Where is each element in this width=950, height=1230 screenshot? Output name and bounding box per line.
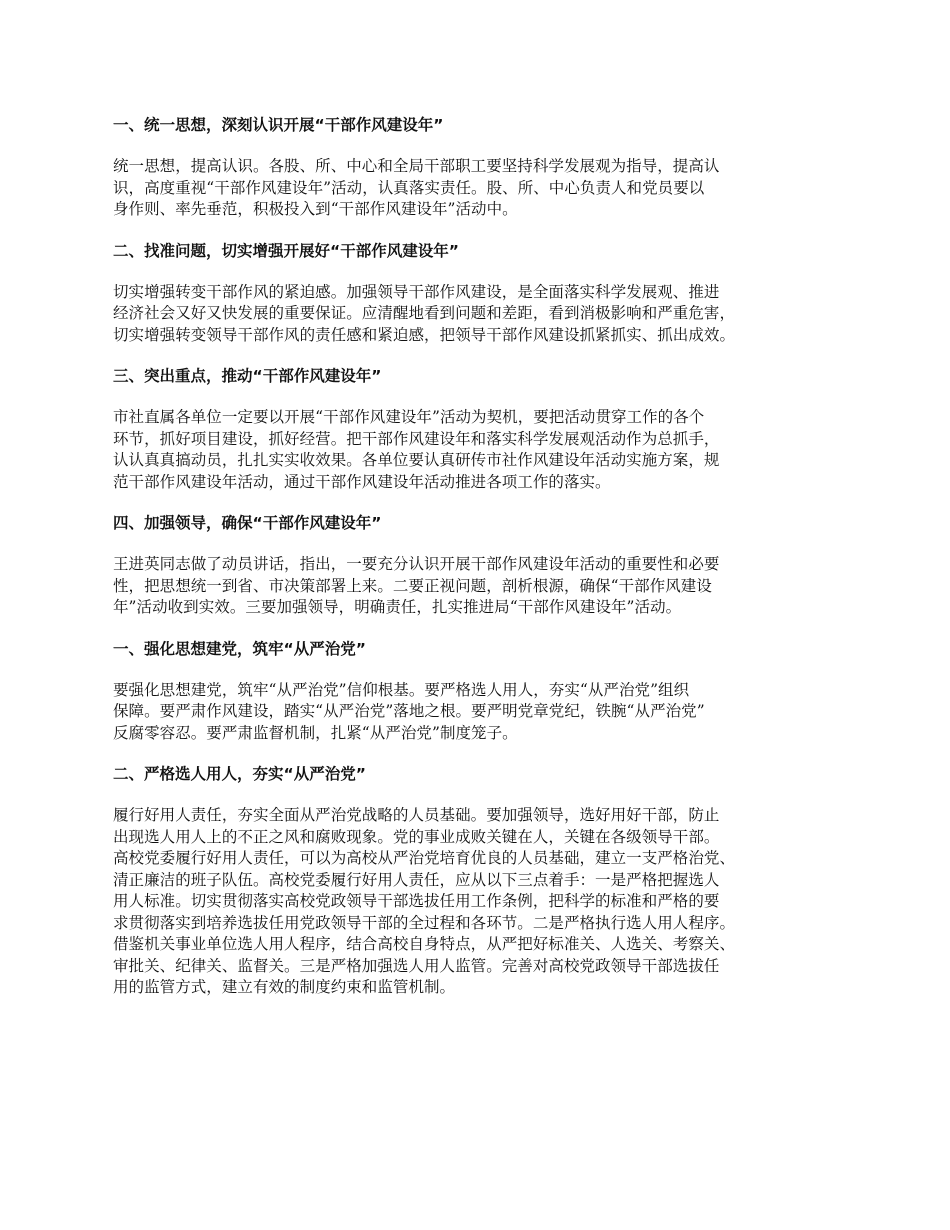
section-heading: 一、统一思想，深刻认识开展“干部作风建设年”	[113, 116, 444, 134]
paragraph-line: 高校党委履行好用人责任，可以为高校从严治党培育优良的人员基础，建立一支严格治党、	[113, 849, 736, 867]
paragraph-line: 王进英同志做了动员讲话，指出，一要充分认识开展干部作风建设年活动的重要性和必要	[113, 555, 720, 573]
paragraph-line: 环节，抓好项目建设，抓好经营。把干部作风建设年和落实科学发展观活动作为总抓手，	[113, 429, 720, 448]
section-heading: 二、找准问题，切实增强开展好“干部作风建设年”	[113, 241, 459, 260]
section-1	[113, 114, 851, 221]
section-2	[113, 240, 851, 347]
paragraph-line: 清正廉洁的班子队伍。高校党委履行好用人责任，应从以下三点着手：一是严格把握选人	[113, 870, 720, 889]
paragraph-line: 认认真真搞动员，扎扎实实收效果。各单位要认真研传市社作风建设年活动实施方案，规	[113, 451, 720, 469]
section-paragraph	[113, 407, 851, 493]
section-4	[113, 512, 851, 619]
section-paragraph	[113, 282, 851, 347]
paragraph-line: 性，把思想统一到省、市决策部署上来。二要正视问题，剖析根源，确保“干部作风建设	[113, 576, 712, 595]
section-heading: 二、严格选人用人，夯实“从严治党”	[113, 765, 366, 783]
paragraph-line: 保障。要严肃作风建设，踏实“从严治党”落地之根。要严明党章党纪，铁腕“从严治党”	[113, 702, 705, 720]
paragraph-line: 年”活动收到实效。三要加强领导，明确责任，扎实推进局“干部作风建设年”活动。	[113, 598, 682, 616]
section-6	[113, 763, 851, 999]
paragraph-line: 统一思想，提高认识。各股、所、中心和全局干部职工要坚持科学发展观为指导，提高认	[113, 157, 720, 175]
paragraph-line: 经济社会又好又快发展的重要保证。应清醒地看到问题和差距，看到消极影响和严重危害，	[113, 304, 736, 322]
section-paragraph	[113, 554, 851, 619]
section-heading: 一、强化思想建党，筑牢“从严治党”	[113, 639, 366, 658]
section-paragraph	[113, 805, 851, 999]
section-5	[113, 638, 851, 745]
paragraph-line: 审批关、纪律关、监督关。三是严格加强选人用人监管。完善对高校党政领导干部选拔任	[113, 956, 720, 975]
paragraph-line: 用人标准。切实贯彻落实高校党政领导干部选拔任用工作条例，把科学的标准和严格的要	[113, 892, 720, 910]
paragraph-line: 市社直属各单位一定要以开展“干部作风建设年”活动为契机，要把活动贯穿工作的各个	[113, 408, 705, 426]
section-heading: 三、突出重点，推动“干部作风建设年”	[113, 367, 382, 385]
paragraph-line: 借鉴机关事业单位选人用人程序，结合高校自身特点，从严把好标准关、人选关、考察关、	[113, 935, 736, 953]
paragraph-line: 切实增强转变干部作风的紧迫感。加强领导干部作风建设，是全面落实科学发展观、推进	[113, 282, 720, 301]
paragraph-line: 切实增强转变领导干部作风的责任感和紧迫感，把领导干部作风建设抓紧抓实、抓出成效。	[113, 325, 736, 344]
section-paragraph	[113, 680, 851, 745]
paragraph-line: 识，高度重视“干部作风建设年”活动，认真落实责任。股、所、中心负责人和党员要以	[113, 178, 705, 197]
paragraph-line: 求贯彻落实到培养选拔任用党政领导干部的全过程和各环节。二是严格执行选人用人程序。	[113, 913, 736, 932]
section-3	[113, 365, 851, 493]
paragraph-line: 用的监管方式，建立有效的制度约束和监管机制。	[113, 978, 456, 996]
paragraph-line: 要强化思想建党，筑牢“从严治党”信仰根基。要严格选人用人，夯实“从严治党”组织	[113, 680, 690, 699]
paragraph-line: 反腐零容忍。要严肃监督机制，扎紧“从严治党”制度笼子。	[113, 723, 518, 742]
paragraph-line: 出现选人用人上的不正之风和腐败现象。党的事业成败关键在人，关键在各级领导干部。	[113, 827, 720, 846]
section-heading: 四、加强领导，确保“干部作风建设年”	[113, 514, 382, 532]
section-paragraph	[113, 156, 851, 221]
paragraph-line: 身作则、率先垂范，积极投入到“干部作风建设年”活动中。	[113, 200, 518, 218]
document-body	[113, 114, 851, 1018]
paragraph-line: 履行好用人责任，夯实全面从严治党战略的人员基础。要加强领导，选好用好干部，防止	[113, 806, 720, 824]
paragraph-line: 范干部作风建设年活动，通过干部作风建设年活动推进各项工作的落实。	[113, 472, 611, 491]
